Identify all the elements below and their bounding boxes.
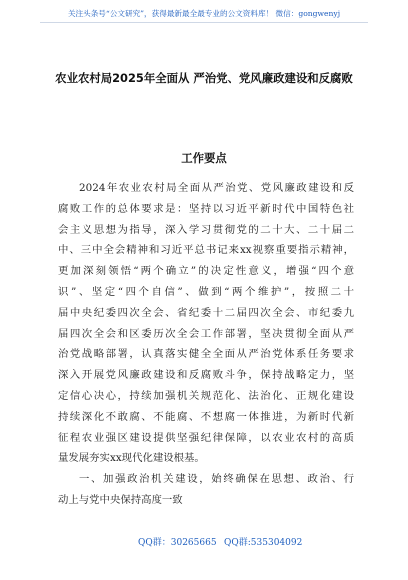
document-subtitle: 工作要点 bbox=[181, 151, 227, 165]
body-line: 会主义思想为指导，深入学习贯彻党的二十大、二十届二 bbox=[58, 223, 354, 236]
footer-qq-group-1: QQ群：30265665 bbox=[138, 538, 217, 548]
header-divider bbox=[40, 22, 368, 23]
section-heading-line: 一、加强政治机关建设，始终确保在思想、政治、行 bbox=[79, 473, 354, 486]
body-line: 量发展夯实xx现代化建设根基。 bbox=[58, 452, 205, 465]
body-line: 征程农业强区建设提供坚强纪律保障，以农业农村的高质 bbox=[58, 431, 354, 444]
body-line: 更加深刻领悟“两个确立”的决定性意义，增强“四个意 bbox=[58, 265, 354, 278]
body-line: 定信心决心，持续加强机关规范化、法治化、正规化建设 bbox=[58, 389, 354, 402]
body-line: 届四次全会和区委历次全会工作部署，坚决贯彻全面从严 bbox=[58, 327, 354, 340]
footer-qq-group-2: QQ群:535304092 bbox=[224, 538, 303, 548]
section-heading-line: 动上与党中央保持高度一致 bbox=[58, 493, 183, 506]
document-title: 农业农村局2025年全面从 严治党、党风廉政建设和反腐败 bbox=[55, 71, 353, 85]
footer bbox=[0, 535, 408, 549]
body-line: 治党战略部署，认真落实健全全面从严治党体系任务要求 bbox=[58, 348, 354, 361]
body-line: 识”、坚定“四个自信”、做到“两个维护”，按照二十 bbox=[58, 285, 354, 298]
body-line: 深入开展党风廉政建设和反腐败斗争，保持战略定力，坚 bbox=[58, 369, 354, 382]
body-line: 腐败工作的总体要求是：坚持以习近平新时代中国特色社 bbox=[58, 202, 354, 215]
body-line: 持续深化不敢腐、不能腐、不想腐一体推进，为新时代新 bbox=[58, 410, 354, 423]
body-line: 届中央纪委四次全会、省纪委十二届四次全会、市纪委九 bbox=[58, 306, 354, 319]
body-line: 2024年农业农村局全面从严治党、党风廉政建设和反 bbox=[79, 182, 354, 194]
header-banner: 关注头条号“公文研究”，获得最新最全最专业的公文资料库！ 微信：gongwenyj bbox=[67, 9, 341, 18]
body-line: 中、三中全会精神和习近平总书记来xx视察重要指示精神， bbox=[58, 244, 354, 257]
document-body bbox=[58, 178, 354, 511]
